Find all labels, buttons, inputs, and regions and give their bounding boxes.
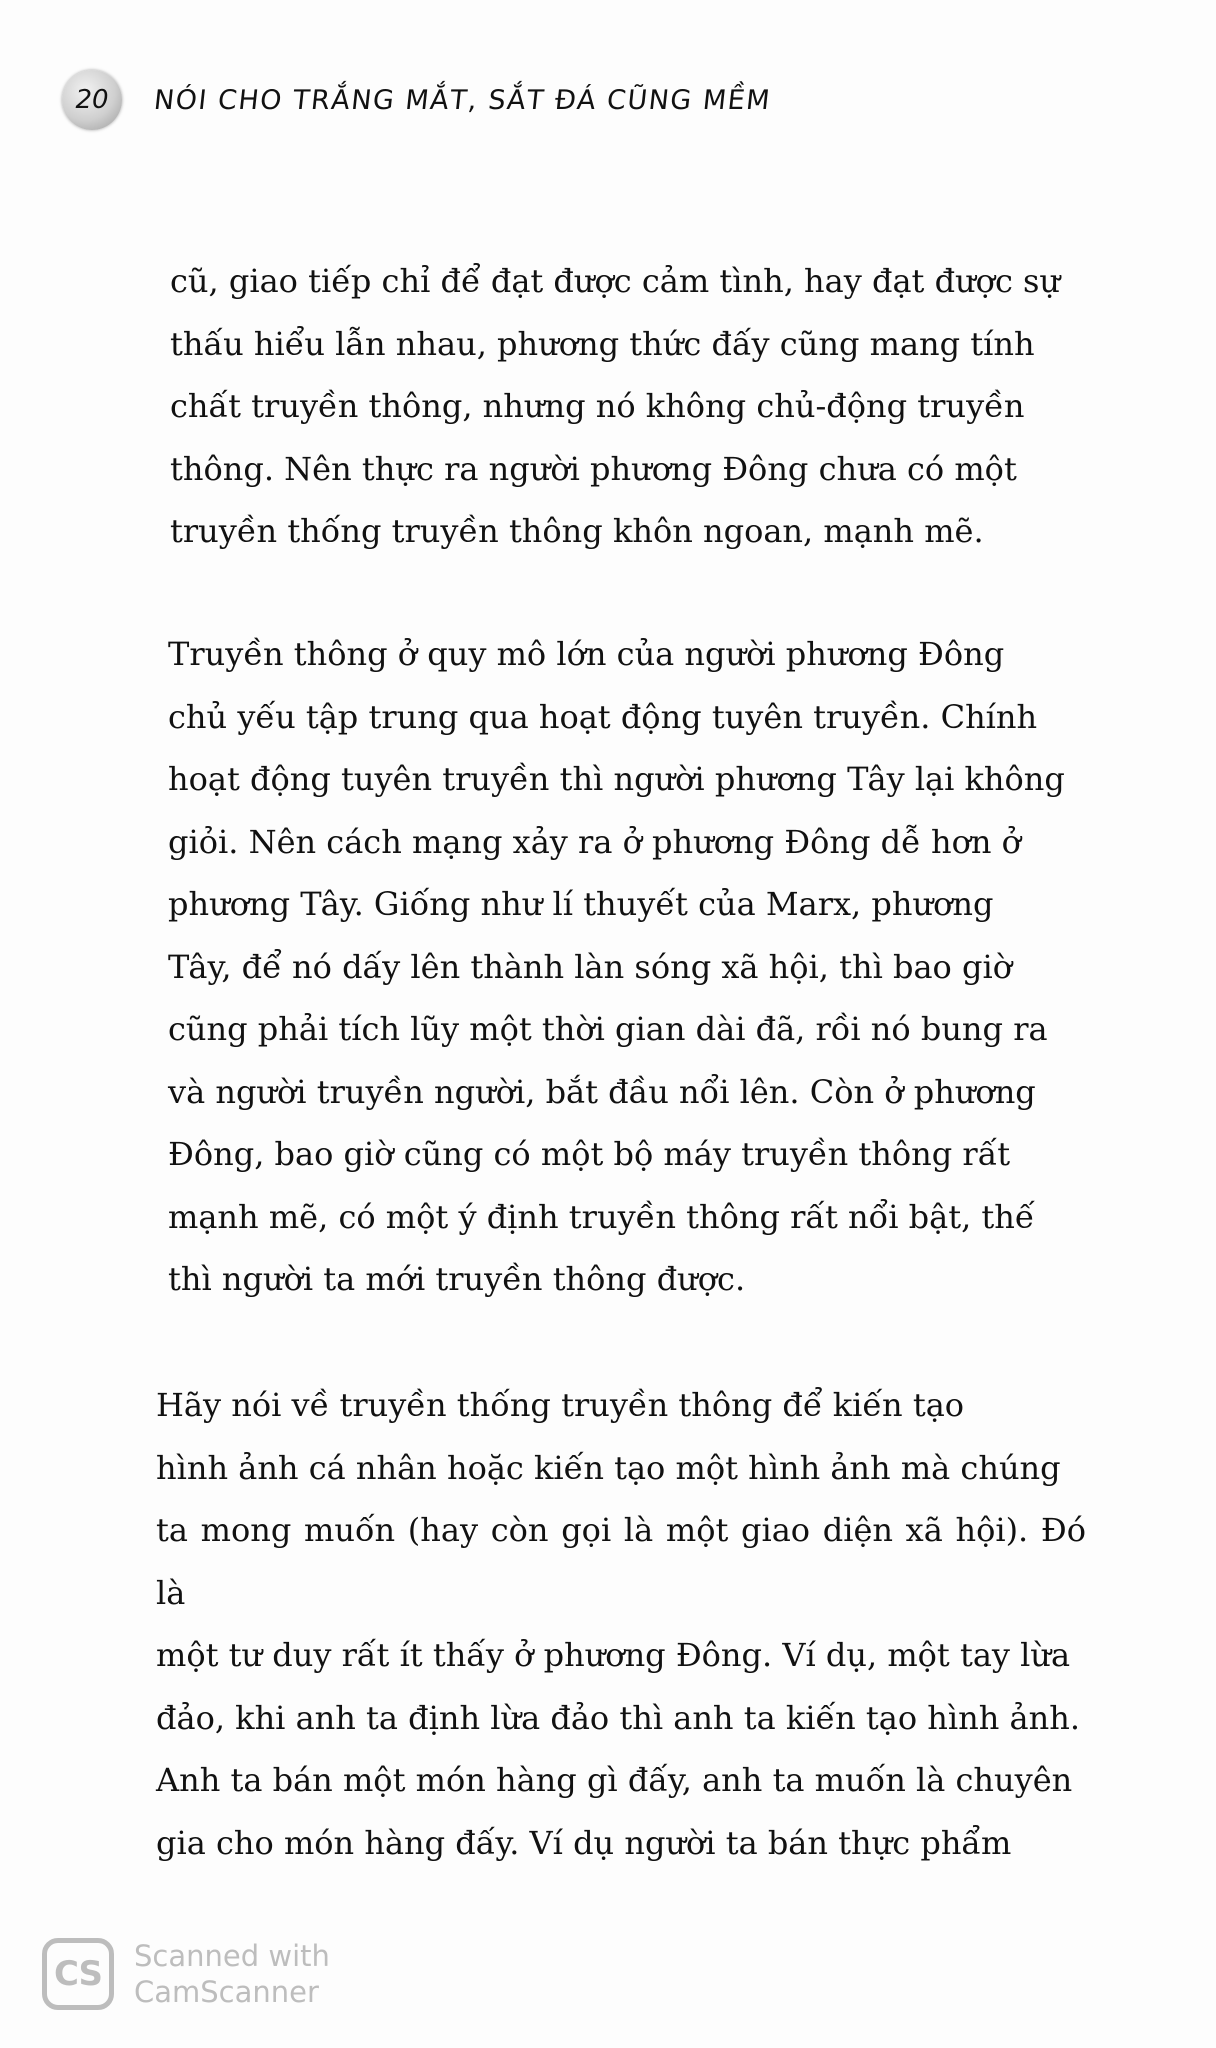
paragraph-2: Truyền thông ở quy mô lớn của người phương Đông chủ yếu tập trung qua hoạt động tuyên truyền. Chính hoạt động tuyên truyền thì người phương Tây lại không giỏi. Nên cách mạng xảy ra ở phương Đông dễ hơn ở phương Tây. Giống như lí thuyết của Marx, phương Tây, để nó dấy lên thành làn sóng xã hội, thì bao giờ cũng phải tích lũy một thời gian dài đã, rồi nó bung ra và người truyền người, bắt đầu nổi lên. Còn ở phương Đông, bao giờ cũng có một bộ máy truyền thông rất mạnh mẽ, có một ý định truyền thông rất nổi bật, thế thì người ta mới truyền thông được. [168,635,1065,1298]
camscanner-watermark [42,1938,330,2010]
running-title: NÓI CHO TRẮNG MẮT, SẮT ĐÁ CŨNG MỀM [152,84,773,116]
page-number-badge: 20 [62,70,122,130]
watermark-text: Scanned with CamScanner [134,1939,330,2009]
paragraph-1: cũ, giao tiếp chỉ để đạt được cảm tình, hay đạt được sự thấu hiểu lẫn nhau, phương thức đấy cũng mang tính chất truyền thông, nhưng nó không chủ-động truyền thông. Nên thực ra người phương Đông chưa có một truyền thống truyền thông khôn ngoan, mạnh mẽ. [170,262,1061,550]
paragraph-3: Hãy nói về truyền thống truyền thông để kiến tạo hình ảnh cá nhân hoặc kiến tạo một hình ảnh mà chúng ta mong muốn (hay còn gọi là một giao diện xã hội). Đó là một tư duy rất ít thấy ở phương Đông. Ví dụ, một tay lừa đảo, khi anh ta định lừa đảo thì anh ta kiến tạo hình ảnh. Anh ta bán một món hàng gì đấy, anh ta muốn là chuyên gia cho món hàng đấy. Ví dụ người ta bán thực phẩm [156,1386,1086,1862]
camscanner-logo-icon: CS [42,1938,114,2010]
page-header [62,70,771,130]
